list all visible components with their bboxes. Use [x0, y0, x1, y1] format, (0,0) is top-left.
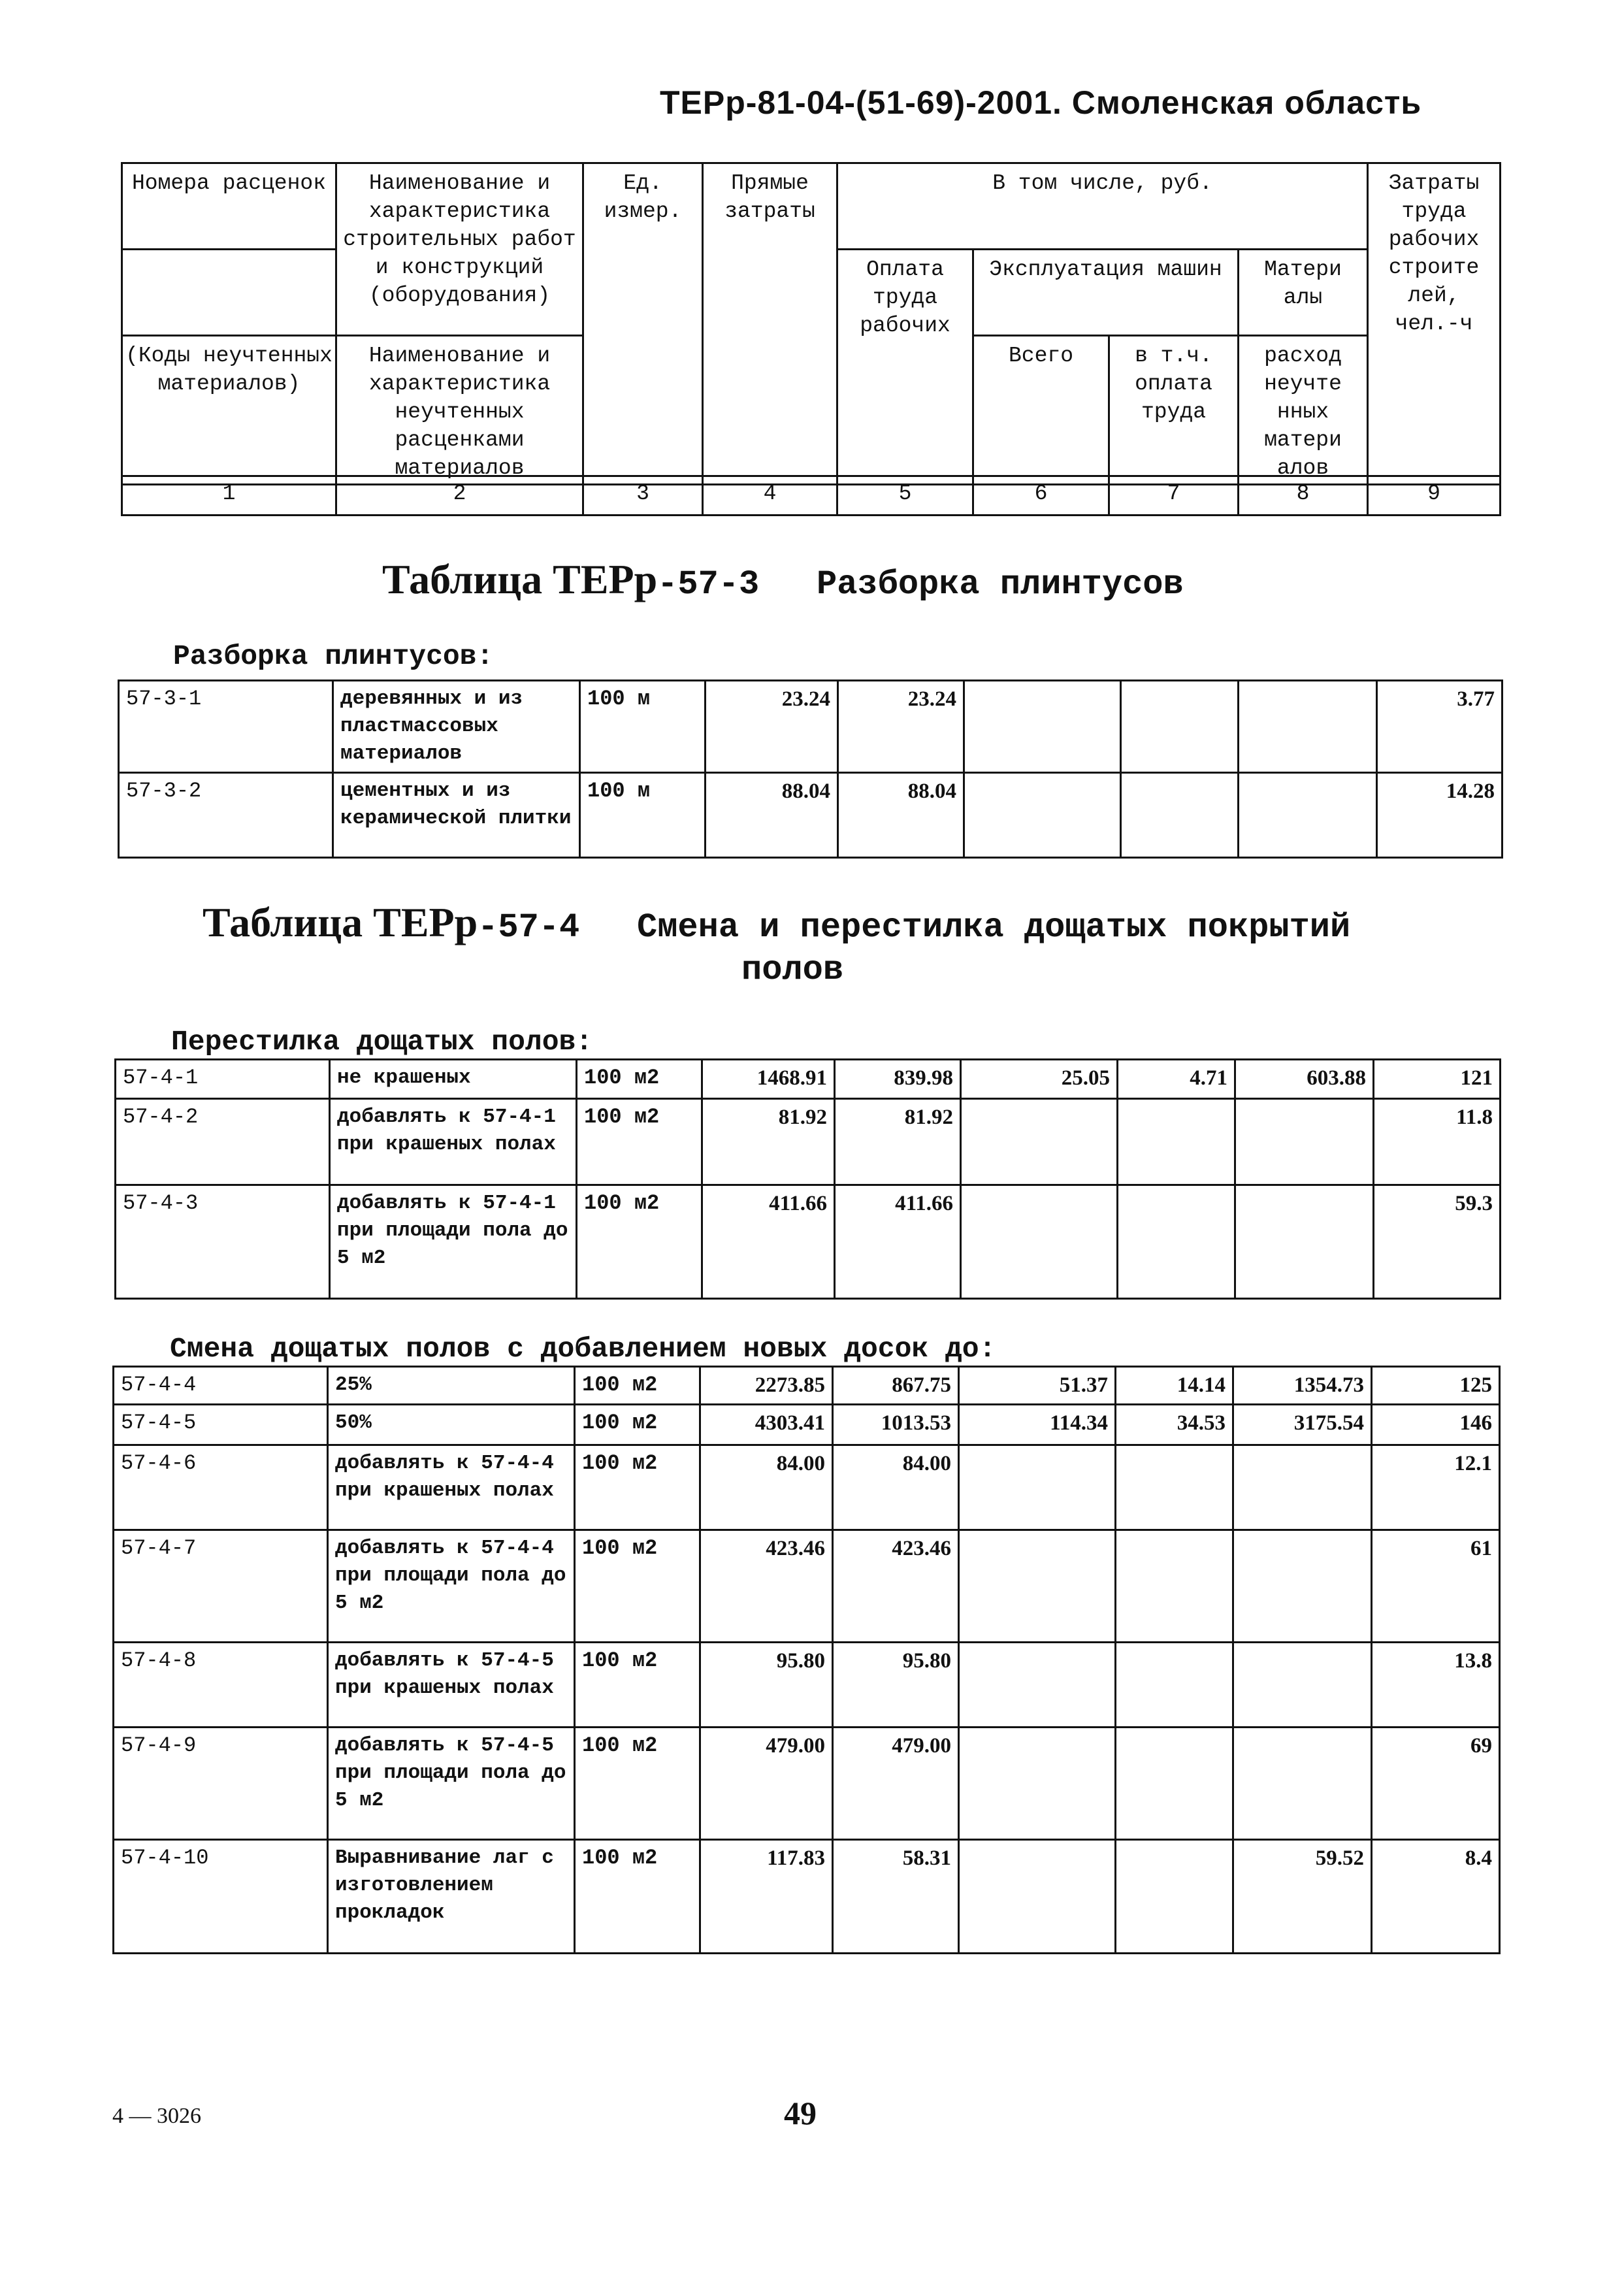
column-header-table — [121, 162, 1501, 485]
machines-wage: 14.14 — [1116, 1367, 1233, 1405]
section-heading: Разборка плинтусов: — [173, 640, 494, 672]
wage: 479.00 — [833, 1728, 959, 1840]
rate-code: 57-4-5 — [114, 1405, 328, 1445]
column-number: 1 — [122, 476, 336, 516]
machines-wage — [1118, 1099, 1235, 1185]
table-57-3-title: Таблица ТЕРр-57-3 — [382, 556, 760, 604]
work-name: добавлять к 57-4-5 при площади пола до 5 м2 — [328, 1728, 575, 1840]
unit: 100 м2 — [577, 1185, 702, 1299]
unit: 100 м — [580, 681, 706, 773]
header-machines-total: Всего — [973, 336, 1109, 485]
machines-total — [961, 1185, 1118, 1299]
labor-costs: 3.77 — [1377, 681, 1502, 773]
machines-total — [964, 773, 1121, 858]
machines-wage: 4.71 — [1118, 1060, 1235, 1099]
labor-costs: 59.3 — [1374, 1185, 1501, 1299]
page-number: 49 — [784, 2095, 817, 2131]
work-name: добавлять к 57-4-1 при площади пола до 5 м2 — [330, 1185, 577, 1299]
materials — [1233, 1445, 1372, 1530]
materials: 1354.73 — [1233, 1367, 1372, 1405]
machines-total: 114.34 — [959, 1405, 1116, 1445]
header-material-codes: (Коды неучтенных материалов) — [122, 336, 336, 485]
table-row — [119, 681, 1502, 773]
labor-costs: 14.28 — [1377, 773, 1502, 858]
table-57-4-replacement — [112, 1366, 1501, 1954]
unit: 100 м2 — [575, 1530, 700, 1643]
rate-code: 57-3-2 — [119, 773, 333, 858]
work-name: добавлять к 57-4-4 при крашеных полах — [328, 1445, 575, 1530]
direct-costs: 479.00 — [700, 1728, 833, 1840]
unit: 100 м2 — [575, 1445, 700, 1530]
materials — [1233, 1643, 1372, 1728]
machines-total — [959, 1643, 1116, 1728]
materials: 603.88 — [1235, 1060, 1374, 1099]
wage: 867.75 — [833, 1367, 959, 1405]
rate-code: 57-4-3 — [116, 1185, 330, 1299]
header-machines-wage: в т.ч. оплата труда — [1109, 336, 1239, 485]
work-name: добавлять к 57-4-1 при крашеных полах — [330, 1099, 577, 1185]
rate-code: 57-4-8 — [114, 1643, 328, 1728]
table-row — [114, 1445, 1500, 1530]
wage: 58.31 — [833, 1840, 959, 1954]
machines-total — [964, 681, 1121, 773]
labor-costs: 8.4 — [1372, 1840, 1500, 1954]
column-number: 6 — [973, 476, 1109, 516]
header-rate-numbers: Номера расценок — [122, 163, 336, 250]
table-57-4-relaying — [114, 1058, 1501, 1300]
header-labor-costs: Затраты труда рабочих строите лей, чел.-ч — [1368, 163, 1501, 485]
column-number: 3 — [583, 476, 703, 516]
direct-costs: 423.46 — [700, 1530, 833, 1643]
table-57-4-caption: Смена и перестилка дощатых покрытий — [637, 908, 1351, 947]
machines-wage — [1116, 1728, 1233, 1840]
materials — [1235, 1099, 1374, 1185]
print-order-number: 4 — 3026 — [112, 2104, 201, 2128]
table-57-3-caption: Разборка плинтусов — [817, 565, 1184, 604]
rate-code: 57-4-6 — [114, 1445, 328, 1530]
direct-costs: 117.83 — [700, 1840, 833, 1954]
unit: 100 м2 — [575, 1405, 700, 1445]
materials — [1239, 773, 1377, 858]
direct-costs: 84.00 — [700, 1445, 833, 1530]
column-number: 7 — [1109, 476, 1239, 516]
rate-code: 57-4-4 — [114, 1367, 328, 1405]
work-name: 25% — [328, 1367, 575, 1405]
header-machines: Эксплуатация машин — [973, 250, 1239, 336]
direct-costs: 81.92 — [702, 1099, 835, 1185]
table-row — [116, 1099, 1501, 1185]
labor-costs: 146 — [1372, 1405, 1500, 1445]
table-row — [114, 1530, 1500, 1643]
column-number: 4 — [703, 476, 837, 516]
rate-code: 57-4-10 — [114, 1840, 328, 1954]
machines-total — [961, 1099, 1118, 1185]
labor-costs: 121 — [1374, 1060, 1501, 1099]
direct-costs: 2273.85 — [700, 1367, 833, 1405]
labor-costs: 69 — [1372, 1728, 1500, 1840]
section-heading: Перестилка дощатых полов: — [171, 1026, 593, 1058]
wage: 95.80 — [833, 1643, 959, 1728]
running-head: ТЕРр-81-04-(51-69)-2001. Смоленская область — [660, 84, 1422, 121]
materials: 3175.54 — [1233, 1405, 1372, 1445]
table-row — [114, 1367, 1500, 1405]
materials — [1235, 1185, 1374, 1299]
wage: 839.98 — [835, 1060, 961, 1099]
materials — [1239, 681, 1377, 773]
unit: 100 м2 — [575, 1840, 700, 1954]
wage: 88.04 — [838, 773, 964, 858]
work-name: добавлять к 57-4-4 при площади пола до 5 м2 — [328, 1530, 575, 1643]
unit: 100 м2 — [577, 1099, 702, 1185]
rate-code: 57-4-9 — [114, 1728, 328, 1840]
machines-total: 25.05 — [961, 1060, 1118, 1099]
unit: 100 м2 — [575, 1643, 700, 1728]
materials: 59.52 — [1233, 1840, 1372, 1954]
unit: 100 м2 — [577, 1060, 702, 1099]
header-materials-usage: расход неучте нных матери алов — [1239, 336, 1368, 485]
table-row — [114, 1643, 1500, 1728]
column-number: 9 — [1368, 476, 1501, 516]
labor-costs: 13.8 — [1372, 1643, 1500, 1728]
column-number: 2 — [336, 476, 583, 516]
table-57-4-caption-line2: полов — [741, 951, 844, 989]
wage: 411.66 — [835, 1185, 961, 1299]
table-row — [114, 1728, 1500, 1840]
rate-code: 57-4-2 — [116, 1099, 330, 1185]
table-row — [114, 1405, 1500, 1445]
header-direct-costs: Прямые затраты — [703, 163, 837, 485]
work-name: деревянных и из пластмассовых материалов — [333, 681, 580, 773]
rate-code: 57-4-1 — [116, 1060, 330, 1099]
header-work-name: Наименование и характеристика строительных работ и конструкций (оборудования) — [336, 163, 583, 336]
wage: 423.46 — [833, 1530, 959, 1643]
header-wage: Оплата труда рабочих — [837, 250, 973, 485]
machines-wage: 34.53 — [1116, 1405, 1233, 1445]
work-name: не крашеных — [330, 1060, 577, 1099]
machines-wage — [1116, 1445, 1233, 1530]
machines-total — [959, 1840, 1116, 1954]
direct-costs: 411.66 — [702, 1185, 835, 1299]
table-57-4-title: Таблица ТЕРр-57-4 — [203, 899, 580, 947]
direct-costs: 23.24 — [706, 681, 838, 773]
machines-wage — [1116, 1840, 1233, 1954]
labor-costs: 12.1 — [1372, 1445, 1500, 1530]
machines-wage — [1121, 681, 1239, 773]
wage: 23.24 — [838, 681, 964, 773]
table-row — [119, 773, 1502, 858]
section-heading: Смена дощатых полов с добавлением новых досок до: — [170, 1333, 996, 1365]
wage: 1013.53 — [833, 1405, 959, 1445]
machines-wage — [1118, 1185, 1235, 1299]
machines-wage — [1116, 1530, 1233, 1643]
direct-costs: 4303.41 — [700, 1405, 833, 1445]
table-row — [116, 1185, 1501, 1299]
work-name: 50% — [328, 1405, 575, 1445]
labor-costs: 125 — [1372, 1367, 1500, 1405]
header-including: В том числе, руб. — [837, 163, 1368, 250]
column-number: 8 — [1239, 476, 1368, 516]
table-57-3 — [118, 680, 1503, 859]
work-name: добавлять к 57-4-5 при крашеных полах — [328, 1643, 575, 1728]
labor-costs: 11.8 — [1374, 1099, 1501, 1185]
wage: 81.92 — [835, 1099, 961, 1185]
machines-total: 51.37 — [959, 1367, 1116, 1405]
materials — [1233, 1728, 1372, 1840]
direct-costs: 88.04 — [706, 773, 838, 858]
direct-costs: 1468.91 — [702, 1060, 835, 1099]
column-number-row — [121, 475, 1501, 516]
unit: 100 м2 — [575, 1728, 700, 1840]
header-unit: Ед. измер. — [583, 163, 703, 485]
direct-costs: 95.80 — [700, 1643, 833, 1728]
table-row — [116, 1060, 1501, 1099]
materials — [1233, 1530, 1372, 1643]
machines-wage — [1116, 1643, 1233, 1728]
unit: 100 м2 — [575, 1367, 700, 1405]
wage: 84.00 — [833, 1445, 959, 1530]
unit: 100 м — [580, 773, 706, 858]
column-number: 5 — [837, 476, 973, 516]
machines-wage — [1121, 773, 1239, 858]
work-name: цементных и из керамической плитки — [333, 773, 580, 858]
rate-code: 57-4-7 — [114, 1530, 328, 1643]
work-name: Выравнивание лаг с изготовлением прокладок — [328, 1840, 575, 1954]
labor-costs: 61 — [1372, 1530, 1500, 1643]
machines-total — [959, 1728, 1116, 1840]
machines-total — [959, 1530, 1116, 1643]
header-rate-numbers-cont — [122, 250, 336, 336]
machines-total — [959, 1445, 1116, 1530]
rate-code: 57-3-1 — [119, 681, 333, 773]
table-row — [114, 1840, 1500, 1954]
header-materials: Матери алы — [1239, 250, 1368, 336]
header-material-name: Наименование и характеристика неучтенных расценками материалов — [336, 336, 583, 485]
